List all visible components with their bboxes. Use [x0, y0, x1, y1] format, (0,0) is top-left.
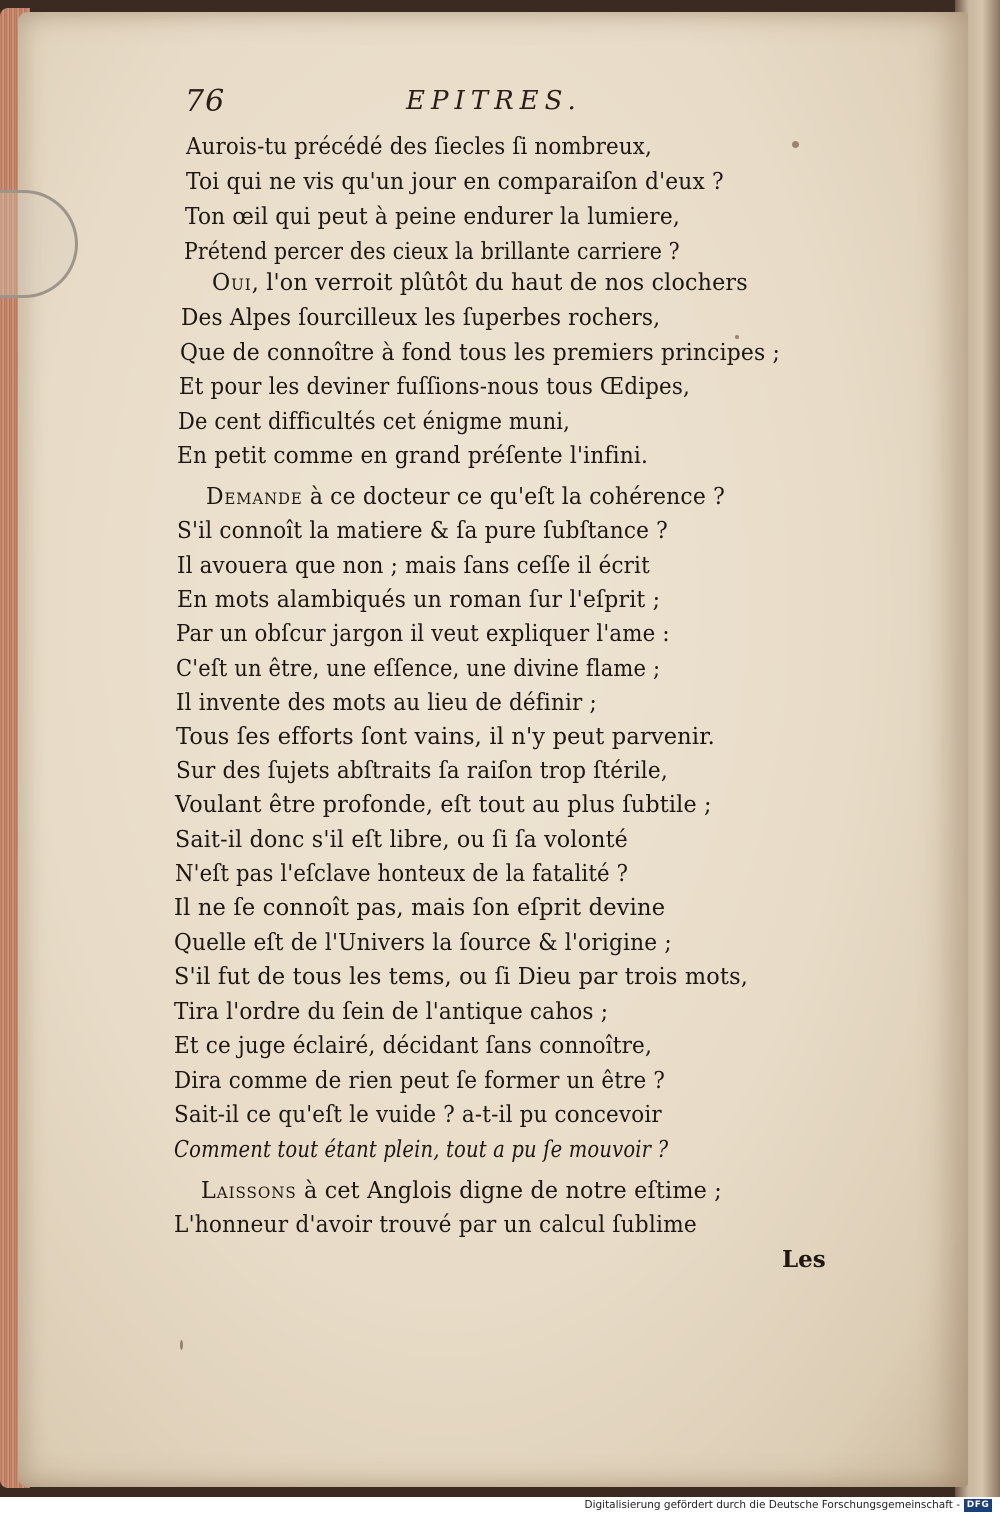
verse-line	[175, 790, 712, 818]
verse-line	[186, 167, 724, 195]
verse-line	[177, 585, 660, 613]
verse-line-text: Sur des ſujets abſtraits ſa raiſon trop ſtérile,	[176, 756, 668, 784]
verse-line-text: Des Alpes ſourcilleux les ſuperbes rochers,	[181, 303, 661, 331]
verse-line	[176, 619, 670, 647]
verse-line	[175, 859, 628, 887]
verse-line-text: S'il connoît la matiere & ſa pure ſubſtance ?	[177, 516, 668, 544]
verse-line	[212, 268, 748, 296]
verse-line-text: L'honneur d'avoir trouvé par un calcul ſublime	[174, 1210, 697, 1238]
verse-line-text: Tous ſes efforts ſont vains, il n'y peut parvenir.	[176, 722, 715, 750]
verse-line	[176, 722, 715, 750]
verse-line-text: Prétend percer des cieux la brillante carriere ?	[184, 237, 680, 265]
verse-line-text: Quelle eſt de l'Univers la ſource & l'origine ;	[174, 928, 672, 956]
verse-line-text: N'eſt pas l'eſclave honteux de la fatalité ?	[175, 859, 629, 887]
footer-bar	[0, 1497, 1000, 1515]
verse-line-text: Sait-il ce qu'eſt le vuide ? a-t-il pu concevoir	[174, 1100, 662, 1128]
verse-line-text: En mots alambiqués un roman ſur l'eſprit ;	[177, 585, 661, 613]
verse-line-initial-caps: Laissons	[201, 1176, 297, 1204]
verse-line	[174, 997, 608, 1025]
verse-line	[179, 372, 690, 400]
verse-line	[174, 1031, 652, 1059]
verse-line	[184, 237, 680, 265]
verse-line	[206, 482, 725, 510]
verse-line-initial-caps: Demande	[206, 482, 303, 510]
verse-line	[176, 756, 668, 784]
verse-line	[181, 303, 660, 331]
page-header	[0, 78, 1000, 128]
verse-line	[176, 688, 597, 716]
verse-line	[178, 407, 570, 435]
verse-line-text: De cent difficultés cet énigme muni,	[178, 407, 571, 435]
verse-line-text: Voulant être profonde, eſt tout au plus ſubtile ;	[175, 790, 712, 818]
verse-line-text: Tira l'ordre du ſein de l'antique cahos ;	[174, 997, 609, 1025]
verse-line	[174, 1066, 665, 1094]
verse-line-text: C'eſt un être, une eſſence, une divine flame ;	[176, 654, 661, 682]
verse-line-text: Et ce juge éclairé, décidant ſans connoître,	[174, 1031, 653, 1059]
verse-line-text: Ton œil qui peut à peine endurer la lumiere,	[185, 202, 680, 230]
verse-line-text: , l'on verroit plûtôt du haut de nos clochers	[251, 268, 748, 296]
verse-line	[177, 441, 648, 469]
verse-line-text: S'il fut de tous les tems, ou ſi Dieu par trois mots,	[174, 962, 749, 990]
verse-line-text: Que de connoître à fond tous les premiers principes ;	[180, 338, 781, 366]
verse-line-initial-caps: Oui	[212, 268, 252, 296]
verse-line	[174, 962, 748, 990]
verse-line-text: Comment tout étant plein, tout a pu ſe mouvoir ?	[174, 1135, 669, 1163]
verse-line-text: Et pour les deviner fuſſions-nous tous Œdipes,	[179, 372, 690, 400]
foxing-spot	[180, 1340, 183, 1350]
verse-line	[174, 928, 672, 956]
funding-credit: Digitalisierung gefördert durch die Deutsche Forschungsgemeinschaft -	[584, 1499, 960, 1511]
verse-line	[185, 202, 680, 230]
verse-line-text: Il avouera que non ; mais ſans ceſſe il écrit	[177, 551, 650, 579]
running-title: EPITRES.	[406, 86, 582, 116]
verse-line-text: Il invente des mots au lieu de définir ;	[176, 688, 597, 716]
verse-line	[174, 1210, 697, 1238]
verse-line-text: à ce docteur ce qu'eſt la cohérence ?	[302, 482, 725, 510]
verse-line	[174, 1135, 668, 1163]
verse-line-text: à cet Anglois digne de notre eſtime ;	[296, 1176, 722, 1204]
verse-line	[175, 825, 628, 853]
verse-line-text: Dira comme de rien peut ſe former un être ?	[174, 1066, 666, 1094]
foxing-spot	[792, 141, 799, 148]
page-number: 76	[185, 84, 226, 119]
verse-line-text: Par un obſcur jargon il veut expliquer l'ame :	[176, 619, 670, 647]
verse-line	[174, 1100, 662, 1128]
verse-line	[176, 654, 660, 682]
verse-line-text: En petit comme en grand préſente l'infini.	[177, 441, 649, 469]
verse-line-text: Il ne ſe connoît pas, mais ſon eſprit devine	[174, 893, 666, 921]
verse-line	[174, 893, 665, 921]
catchword: Les	[782, 1246, 826, 1273]
verse-line-text: Aurois-tu précédé des ſiecles ſi nombreux,	[186, 132, 652, 160]
dfg-logo: DFG	[964, 1499, 992, 1512]
verse-line	[177, 551, 650, 579]
verse-line-text: Toi qui ne vis qu'un jour en comparaiſon d'eux ?	[186, 167, 724, 195]
verse-line-text: Sait-il donc s'il eſt libre, ou ſi ſa volonté	[175, 825, 628, 853]
verse-line	[201, 1176, 722, 1204]
verse-line	[186, 132, 652, 160]
verse-line	[177, 516, 668, 544]
verse-line	[180, 338, 780, 366]
